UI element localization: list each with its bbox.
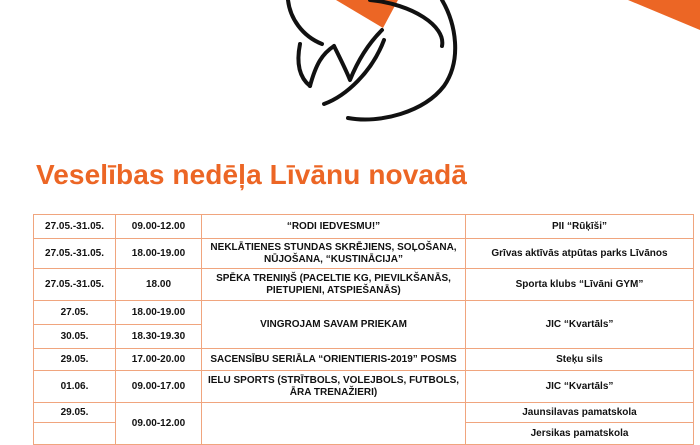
event-logo: [0, 0, 700, 160]
date-cell: 29.05.: [34, 403, 116, 423]
schedule-table: [33, 214, 694, 445]
event-cell: NEKLĀTIENES STUNDAS SKRĒJIENS, SOĻOŠANA, NŪJOŠANA, “KUSTINĀCIJA”: [202, 239, 466, 269]
table-row: [34, 239, 694, 269]
place-cell: Steķu sils: [466, 349, 694, 371]
place-cell: Jersikas pamatskola: [466, 423, 694, 445]
date-cell: 29.05.: [34, 349, 116, 371]
place-cell: JIC “Kvartāls”: [466, 371, 694, 403]
time-cell: 09.00-12.00: [116, 403, 202, 445]
time-cell: 18.00-19.00: [116, 301, 202, 325]
date-cell: 27.05.-31.05.: [34, 239, 116, 269]
time-cell: 18.00: [116, 269, 202, 301]
date-cell: 30.05.: [34, 325, 116, 349]
event-cell: VINGROJAM SAVAM PRIEKAM: [202, 301, 466, 349]
time-cell: 18.00-19.00: [116, 239, 202, 269]
table-row: [34, 349, 694, 371]
table-row: [34, 403, 694, 423]
place-cell: Jaunsilavas pamatskola: [466, 403, 694, 423]
page-title: Veselības nedēļa Līvānu novadā: [36, 159, 467, 190]
time-cell: 09.00-17.00: [116, 371, 202, 403]
table-row: [34, 371, 694, 403]
time-cell: 18.30-19.30: [116, 325, 202, 349]
place-cell: JIC “Kvartāls”: [466, 301, 694, 349]
date-cell: 27.05.-31.05.: [34, 269, 116, 301]
place-cell: PII “Rūķīši”: [466, 215, 694, 239]
place-cell: Sporta klubs “Līvāni GYM”: [466, 269, 694, 301]
event-cell: SACENSĪBU SERIĀLA “ORIENTIERIS-2019” POSMS: [202, 349, 466, 371]
event-cell: IELU SPORTS (STRĪTBOLS, VOLEJBOLS, FUTBOLS, ĀRA TRENAŽIERI): [202, 371, 466, 403]
date-cell: 01.06.: [34, 371, 116, 403]
time-cell: 09.00-12.00: [116, 215, 202, 239]
table-row: [34, 215, 694, 239]
place-cell: Grīvas aktīvās atpūtas parks Līvānos: [466, 239, 694, 269]
date-cell: [34, 423, 116, 445]
event-cell: “RODI IEDVESMU!”: [202, 215, 466, 239]
table-row: [34, 269, 694, 301]
time-cell: 17.00-20.00: [116, 349, 202, 371]
date-cell: 27.05.-31.05.: [34, 215, 116, 239]
corner-accent: [628, 0, 700, 30]
event-cell: [202, 403, 466, 445]
table-row: [34, 301, 694, 325]
date-cell: 27.05.: [34, 301, 116, 325]
event-cell: SPĒKA TRENIŅŠ (PACELTIE KG, PIEVILKŠANĀS, PIETUPIENI, ATSPIEŠANĀS): [202, 269, 466, 301]
